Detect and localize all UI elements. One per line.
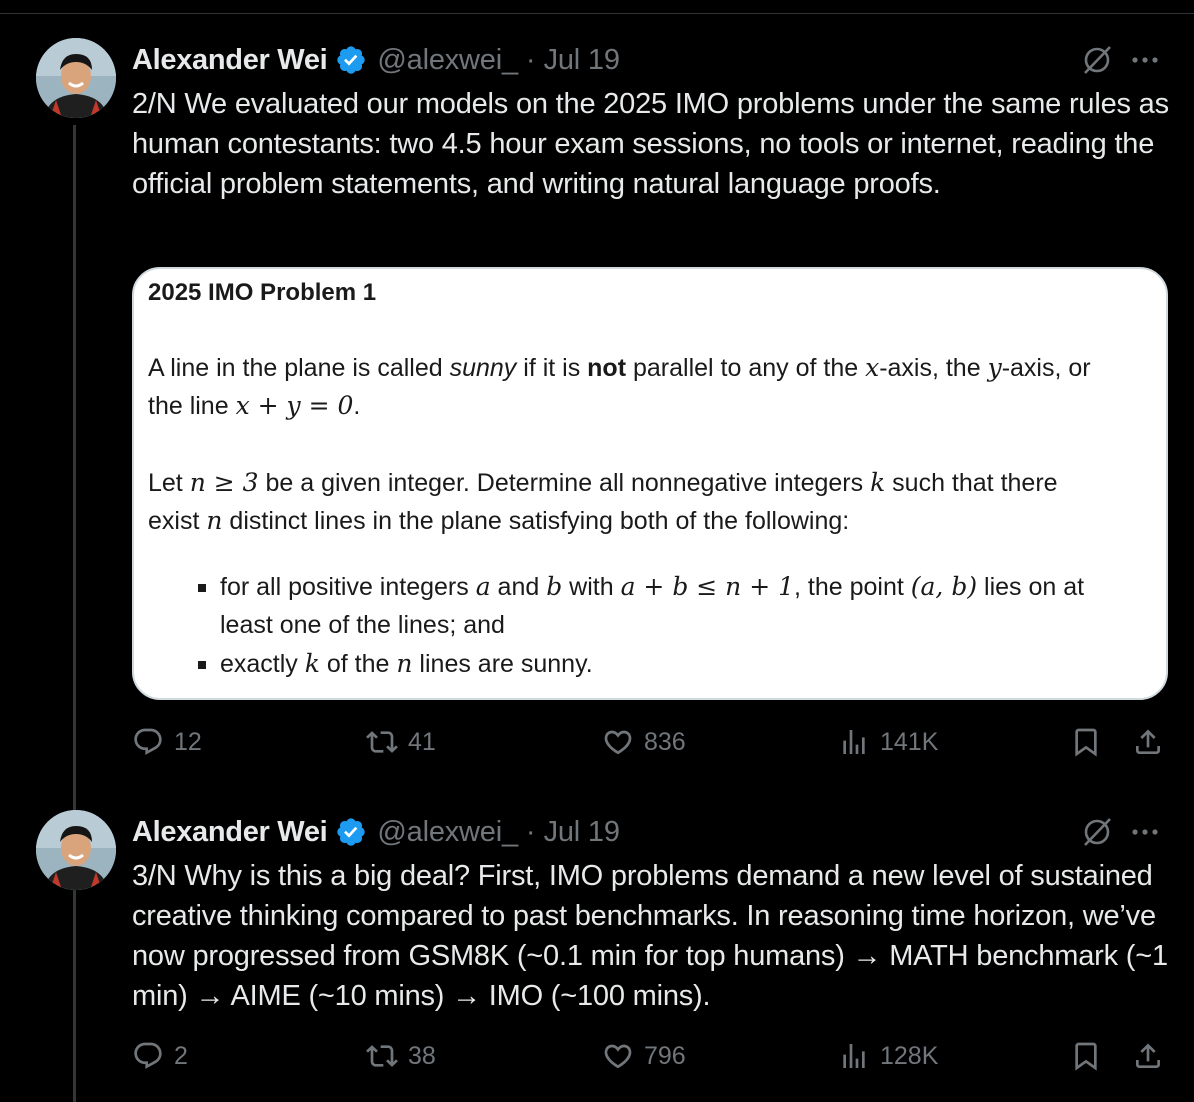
reply-count: 2: [174, 1041, 188, 1070]
like-icon: [602, 726, 634, 758]
tweet-actions: [132, 1040, 1172, 1080]
views-button[interactable]: [838, 726, 938, 758]
verified-badge-icon[interactable]: [335, 44, 367, 76]
reply-count: 12: [174, 727, 202, 756]
card-text: and: [490, 573, 547, 601]
tweet-text: 2/N We evaluated our models on the 2025 IMO problems under the same rules as human contestants: two 4.5 hour exam sessions, no tools or internet, reading the official problem statements, and writing natural language proofs.: [132, 88, 1169, 200]
reply-icon: [132, 726, 164, 758]
avatar[interactable]: [36, 38, 116, 118]
views-icon: [838, 726, 870, 758]
verified-badge-icon[interactable]: [335, 816, 367, 848]
math-y: y: [987, 353, 1002, 382]
views-button[interactable]: [838, 1040, 938, 1072]
author-name[interactable]: Alexander Wei: [132, 815, 328, 848]
card-text: .: [353, 392, 361, 420]
reply-button[interactable]: [132, 726, 202, 758]
like-icon: [602, 1040, 634, 1072]
tweet-header: [132, 812, 620, 852]
card-list-item-2: [220, 645, 1160, 683]
bookmark-button[interactable]: [1070, 1040, 1102, 1072]
more-icon[interactable]: [1128, 815, 1162, 849]
math-point: (a, b): [910, 572, 978, 601]
math-n-condition: n ≥ 3: [189, 468, 259, 497]
grok-icon[interactable]: [1080, 815, 1114, 849]
card-text: -axis, the: [879, 354, 988, 382]
card-paragraph-2: [148, 464, 1158, 540]
math-n: n: [206, 506, 223, 535]
not-emphasis: not: [587, 354, 627, 382]
math-b: b: [546, 572, 563, 601]
math-k: k: [304, 649, 320, 678]
tweet-header: [132, 40, 620, 80]
card-list-item-1: [220, 568, 1160, 644]
like-button[interactable]: [602, 1040, 686, 1072]
tweet-date[interactable]: Jul 19: [543, 43, 620, 76]
math-x: x: [865, 353, 880, 382]
top-divider: [0, 0, 1194, 14]
card-text: least one of the lines; and: [220, 611, 505, 639]
repost-count: 38: [408, 1041, 436, 1070]
separator: ·: [525, 815, 536, 848]
separator: ·: [525, 43, 536, 76]
reply-button[interactable]: [132, 1040, 188, 1072]
card-title: 2025 IMO Problem 1: [148, 279, 377, 306]
card-text: parallel to any of the: [626, 354, 866, 382]
card-text: exist: [148, 507, 207, 535]
bookmark-button[interactable]: [1070, 726, 1102, 758]
grok-icon[interactable]: [1080, 43, 1114, 77]
avatar[interactable]: [36, 810, 116, 890]
author-name[interactable]: Alexander Wei: [132, 43, 328, 76]
bullet-icon: [198, 584, 206, 592]
views-count: 141K: [880, 727, 939, 756]
bullet-icon: [198, 661, 206, 669]
like-count: 836: [644, 727, 686, 756]
bookmark-icon: [1070, 1040, 1102, 1072]
more-icon[interactable]: [1128, 43, 1162, 77]
math-n: n: [396, 649, 413, 678]
card-text: such that there: [885, 469, 1058, 497]
card-text: A line in the plane is called: [148, 354, 450, 382]
tweet-date[interactable]: Jul 19: [543, 815, 620, 848]
card-paragraph-1: [148, 349, 1158, 425]
math-equation: x + y = 0: [235, 391, 354, 420]
math-inequality: a + b ≤ n + 1: [620, 572, 795, 601]
problem-card-image[interactable]: [132, 267, 1168, 700]
card-text: the line: [148, 392, 236, 420]
views-count: 128K: [880, 1041, 939, 1070]
sunny-term: sunny: [449, 354, 517, 382]
repost-count: 41: [408, 727, 436, 756]
card-text: if it is: [516, 354, 588, 382]
author-handle[interactable]: @alexwei_: [377, 43, 518, 76]
card-text: , the point: [794, 573, 911, 601]
card-text: exactly: [220, 650, 305, 678]
card-text: lies on at: [977, 573, 1085, 601]
math-a: a: [475, 572, 491, 601]
repost-icon: [366, 1040, 398, 1072]
thread-connector-line: [73, 125, 76, 1102]
card-text: of the: [319, 650, 397, 678]
share-button[interactable]: [1132, 726, 1164, 758]
math-k: k: [870, 468, 886, 497]
views-icon: [838, 1040, 870, 1072]
share-icon: [1132, 1040, 1164, 1072]
author-handle[interactable]: @alexwei_: [377, 815, 518, 848]
like-count: 796: [644, 1041, 686, 1070]
share-button[interactable]: [1132, 1040, 1164, 1072]
card-text: be a given integer. Determine all nonnegative integers: [258, 469, 871, 497]
like-button[interactable]: [602, 726, 686, 758]
repost-button[interactable]: [366, 726, 436, 758]
bookmark-icon: [1070, 726, 1102, 758]
card-text: with: [562, 573, 621, 601]
repost-button[interactable]: [366, 1040, 436, 1072]
card-text: for all positive integers: [220, 573, 476, 601]
card-text: distinct lines in the plane satisfying both of the following:: [222, 507, 850, 535]
tweet-actions: [132, 726, 1172, 766]
share-icon: [1132, 726, 1164, 758]
card-text: Let: [148, 469, 190, 497]
tweet-text: 3/N Why is this a big deal? First, IMO problems demand a new level of sustained creative thinking compared to past benchmarks. In reasoning time horizon, we’ve now progressed from GSM8K (~0.1 min for top humans) → MATH benchmark (~1 min) → AIME (~10 mins) → IMO (~100 mins).: [132, 860, 1168, 1012]
card-text: -axis, or: [1001, 354, 1091, 382]
card-text: lines are sunny.: [412, 650, 593, 678]
reply-icon: [132, 1040, 164, 1072]
repost-icon: [366, 726, 398, 758]
